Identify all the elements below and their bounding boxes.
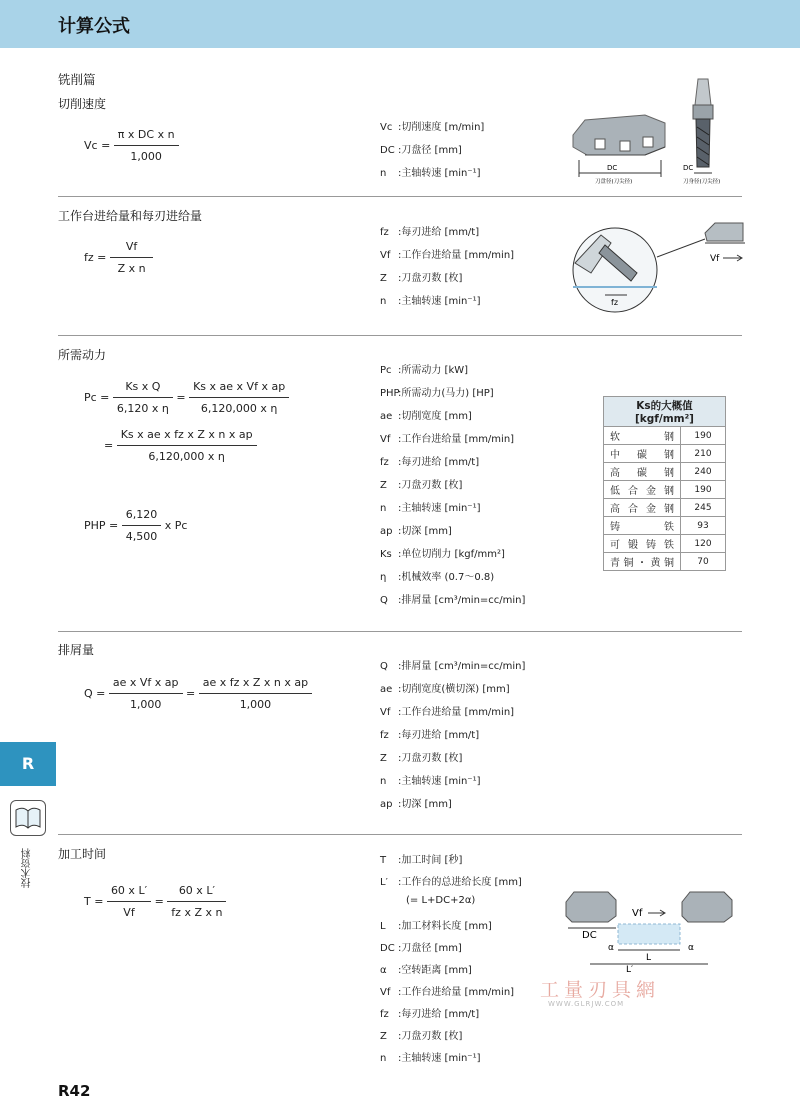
divider	[58, 196, 742, 197]
speed-title: 切削速度	[58, 97, 107, 111]
def-row: L′ :工作台的总进给长度 [mm]	[380, 877, 522, 888]
def-row: fz :每刃进给 [mm/t]	[380, 730, 480, 741]
divider	[58, 335, 742, 336]
side-label: 技术资料	[22, 848, 33, 888]
svg-text:α: α	[688, 943, 694, 953]
speed-num: π x DC x n	[117, 128, 175, 141]
svg-text:DC: DC	[582, 930, 597, 941]
def-row: Q :排屑量 [cm³/min=cc/min]	[380, 595, 526, 606]
def-row: DC :刀盘径 [mm]	[380, 145, 462, 156]
watermark: 工量刃具網	[540, 979, 661, 1001]
def-row: α :空转距离 [mm]	[380, 965, 472, 976]
watermark-url: WWW.GLRJW.COM	[548, 1000, 625, 1008]
def-row: Vf :工作台进给量 [mm/min]	[380, 707, 515, 718]
time-title: 加工时间	[58, 847, 107, 861]
book-icon	[10, 800, 46, 836]
page-number: R42	[58, 1082, 91, 1100]
svg-text:Vf: Vf	[710, 254, 720, 264]
feed-lhs: fz =	[84, 251, 107, 264]
feed-fraction: $\frac{Vf}{\text{Z x n}}$	[110, 240, 153, 275]
def-row: Z :刀盘刃数 [枚]	[380, 1031, 463, 1042]
svg-text:fz: fz	[611, 298, 619, 307]
ks-table	[603, 396, 726, 571]
power-formula-1: Pc = $\frac{\text{Ks x Q}}{\text{6,120 x η}}$ = $\frac{\text{Ks x ae x Vf x ap}}{\text{6,120,000 x η}}$	[84, 380, 289, 415]
svg-text:L: L	[646, 953, 652, 963]
def-row: L :加工材料长度 [mm]	[380, 921, 492, 932]
table-row: 可锻铸铁 120	[604, 535, 726, 553]
feed-defs	[380, 223, 514, 315]
def-row: PHP:所需动力(马力) [HP]	[380, 388, 494, 399]
def-row: DC :刀盘径 [mm]	[380, 943, 462, 954]
def-row: ap :切深 [mm]	[380, 799, 452, 810]
def-row: ap :切深 [mm]	[380, 526, 452, 537]
svg-text:L′: L′	[626, 965, 634, 973]
time-formula: T = $\frac{\text{60 x L′}}{Vf}$ = $\frac{\text{60 x L′}}{\text{fz x Z x n}}$	[84, 884, 226, 919]
divider	[58, 631, 742, 632]
divider	[58, 834, 742, 835]
def-row: n :主轴转速 [min⁻¹]	[380, 776, 481, 787]
page-title: 计算公式	[58, 16, 130, 37]
chip-formula: Q = $\frac{\text{ae x Vf x ap}}{1,000}$ = $\frac{\text{ae x fz x Z x n x ap}}{1,000}$	[84, 676, 312, 711]
dc-caption: 刀盘径(刀尖径)	[595, 179, 633, 185]
speed-lhs: Vc =	[84, 139, 111, 152]
feed-formula	[84, 240, 153, 275]
def-row: Q :排屑量 [cm³/min=cc/min]	[380, 661, 526, 672]
def-row: ae :切削宽度(横切深) [mm]	[380, 684, 510, 695]
chip-defs	[380, 657, 525, 818]
def-row: n :主轴转速 [min⁻¹]	[380, 296, 481, 307]
def-row: fz :每刃进给 [mm/t]	[380, 457, 480, 468]
power-formula-2: = $\frac{\text{Ks x ae x fz x Z x n x ap}}{\text{6,120,000 x η}}$	[104, 428, 257, 463]
chip-title: 排屑量	[58, 643, 95, 657]
def-row: T :加工时间 [秒]	[380, 855, 463, 866]
svg-text:DC: DC	[683, 164, 694, 172]
feed-illustration	[565, 215, 745, 315]
table-row: 低合金钢 190	[604, 481, 726, 499]
table-row: 高合金钢 245	[604, 499, 726, 517]
def-row: fz :每刃进给 [mm/t]	[380, 227, 480, 238]
power-title: 所需动力	[58, 348, 107, 362]
speed-den: 1,000	[114, 145, 179, 163]
def-row: η :机械效率 (0.7～0.8)	[380, 572, 495, 583]
def-row: n :主轴转速 [min⁻¹]	[380, 503, 481, 514]
table-row: 软钢 190	[604, 427, 726, 445]
table-row: 铸铁 93	[604, 517, 726, 535]
def-row: Z :刀盘刃数 [枚]	[380, 480, 463, 491]
ks-table-header: Ks的大概值 [kgf/mm²]	[604, 397, 726, 427]
svg-text:α: α	[608, 943, 614, 953]
section-heading: 铣削篇	[58, 72, 96, 87]
cutter-illustration	[565, 75, 745, 190]
def-row: Z :刀盘刃数 [枚]	[380, 753, 463, 764]
def-row: Vf :工作台进给量 [mm/min]	[380, 434, 515, 445]
table-row: 高碳钢 240	[604, 463, 726, 481]
svg-text:Vf: Vf	[632, 908, 643, 919]
def-row: n :主轴转速 [min⁻¹]	[380, 168, 481, 179]
table-row: 中碳钢 210	[604, 445, 726, 463]
chapter-tab[interactable]: R	[0, 742, 56, 786]
time-defs	[380, 851, 522, 1071]
def-row: (= L+DC+2α)	[406, 895, 476, 906]
def-row: Pc :所需动力 [kW]	[380, 365, 469, 376]
speed-formula	[84, 128, 179, 163]
def-row: ae :切削宽度 [mm]	[380, 411, 472, 422]
def-row: fz :每刃进给 [mm/t]	[380, 1009, 480, 1020]
svg-text:刀身径(刀尖径): 刀身径(刀尖径)	[683, 179, 721, 185]
def-row: Z :刀盘刃数 [枚]	[380, 273, 463, 284]
def-row: Ks :单位切削力 [kgf/mm²]	[380, 549, 505, 560]
power-defs	[380, 361, 525, 614]
table-row: 青铜・黄铜 70	[604, 553, 726, 571]
def-row: Vf :工作台进给量 [mm/min]	[380, 250, 515, 261]
speed-fraction	[114, 128, 179, 163]
def-row: Vc :切削速度 [m/min]	[380, 122, 485, 133]
speed-defs	[380, 118, 484, 187]
machining-time-illustration	[560, 888, 745, 973]
dc-label: DC	[607, 164, 618, 172]
def-row: n :主轴转速 [min⁻¹]	[380, 1053, 481, 1064]
php-formula: PHP = $\frac{6,120}{4,500}$ x Pc	[84, 508, 188, 543]
feed-title: 工作台进给量和每刃进给量	[58, 209, 203, 223]
def-row: Vf :工作台进给量 [mm/min]	[380, 987, 515, 998]
